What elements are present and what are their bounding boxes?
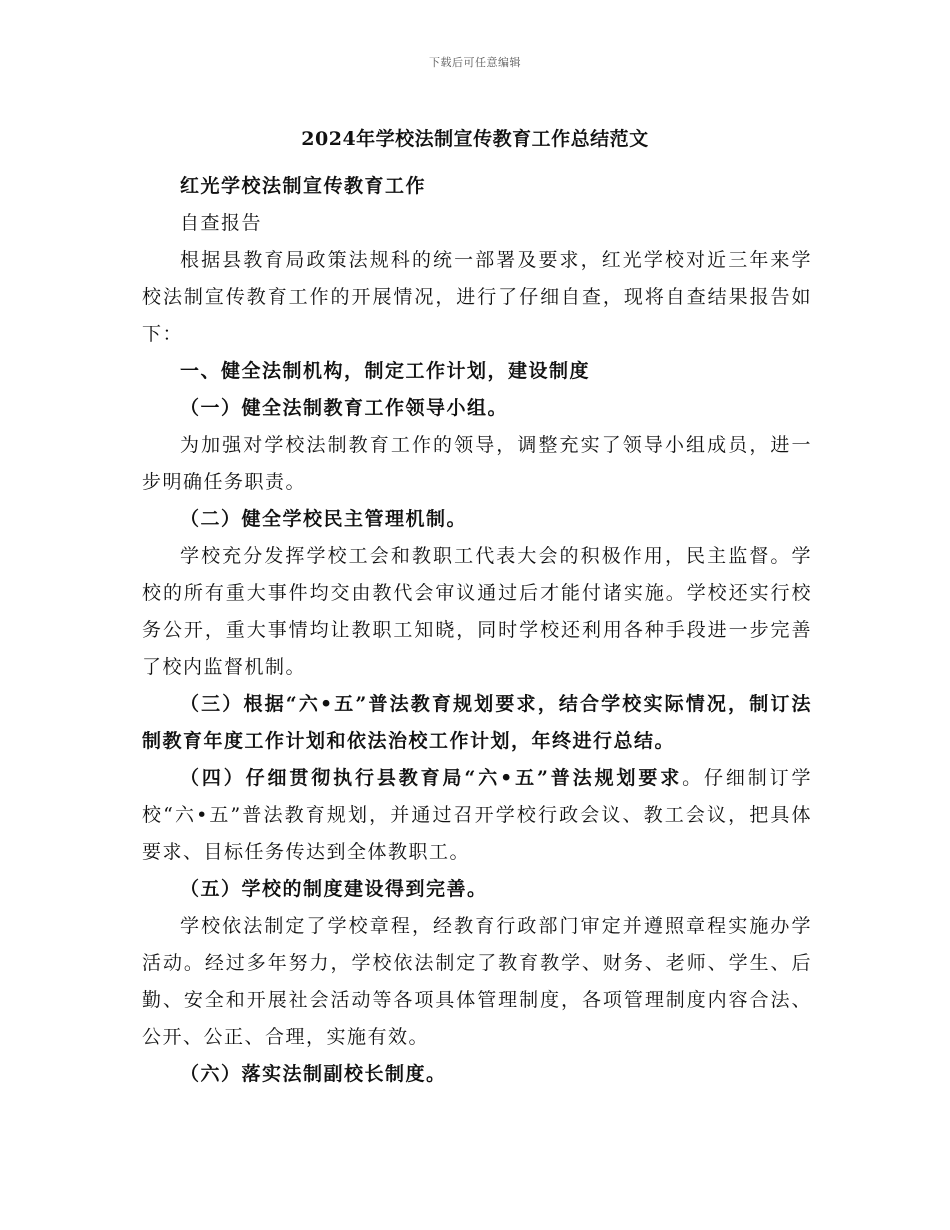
item-2-text: 学校充分发挥学校工会和教职工代表大会的积极作用，民主监督。学校的所有重大事件均交由教代会审议通过后才能付诸实施。学校还实行校务公开，重大事情均让教职工知晓，同时学校还利用各种手段进一步完善了校内监督机制。 xyxy=(142,545,812,678)
subtitle: 红光学校法制宣传教育工作 xyxy=(180,175,427,197)
subtitle-report: 自查报告 xyxy=(180,212,263,234)
document-body xyxy=(142,168,812,1093)
item-4-text: 。仔细制订学校“六•五”普法教育规划，并通过召开学校行政会议、教工会议，把具体要求、目标任务传达到全体教职工。 xyxy=(142,767,812,863)
item-5-heading: （五）学校的制度建设得到完善。 xyxy=(180,878,488,900)
item-1-heading: （一）健全法制教育工作领导小组。 xyxy=(180,397,509,419)
item-4-paragraph xyxy=(142,760,812,871)
section-1-heading: 一、健全法制机构，制定工作计划，建设制度 xyxy=(180,360,591,382)
document-title: 2024年学校法制宣传教育工作总结范文 xyxy=(301,128,649,150)
item-1-text: 为加强对学校法制教育工作的领导，调整充实了领导小组成员，进一步明确任务职责。 xyxy=(142,434,812,493)
intro-paragraph: 根据县教育局政策法规科的统一部署及要求，红光学校对近三年来学校法制宣传教育工作的开展情况，进行了仔细自查，现将自查结果报告如下： xyxy=(142,249,812,345)
item-4-heading: （四）仔细贯彻执行县教育局“六•五”普法规划要求 xyxy=(180,767,683,789)
item-6-heading: （六）落实法制副校长制度。 xyxy=(180,1063,447,1085)
item-5-text: 学校依法制定了学校章程，经教育行政部门审定并遵照章程实施办学活动。经过多年努力，学校依法制定了教育教学、财务、老师、学生、后勤、安全和开展社会活动等各项具体管理制度，各项管理制度内容合法、公开、公正、合理，实施有效。 xyxy=(142,915,812,1048)
header-note: 下载后可任意编辑 xyxy=(429,56,521,69)
item-2-heading: （二）健全学校民主管理机制。 xyxy=(180,508,468,530)
item-3-heading: （三）根据“六•五”普法教育规划要求，结合学校实际情况，制订法制教育年度工作计划和依法治校工作计划，年终进行总结。 xyxy=(142,693,812,752)
